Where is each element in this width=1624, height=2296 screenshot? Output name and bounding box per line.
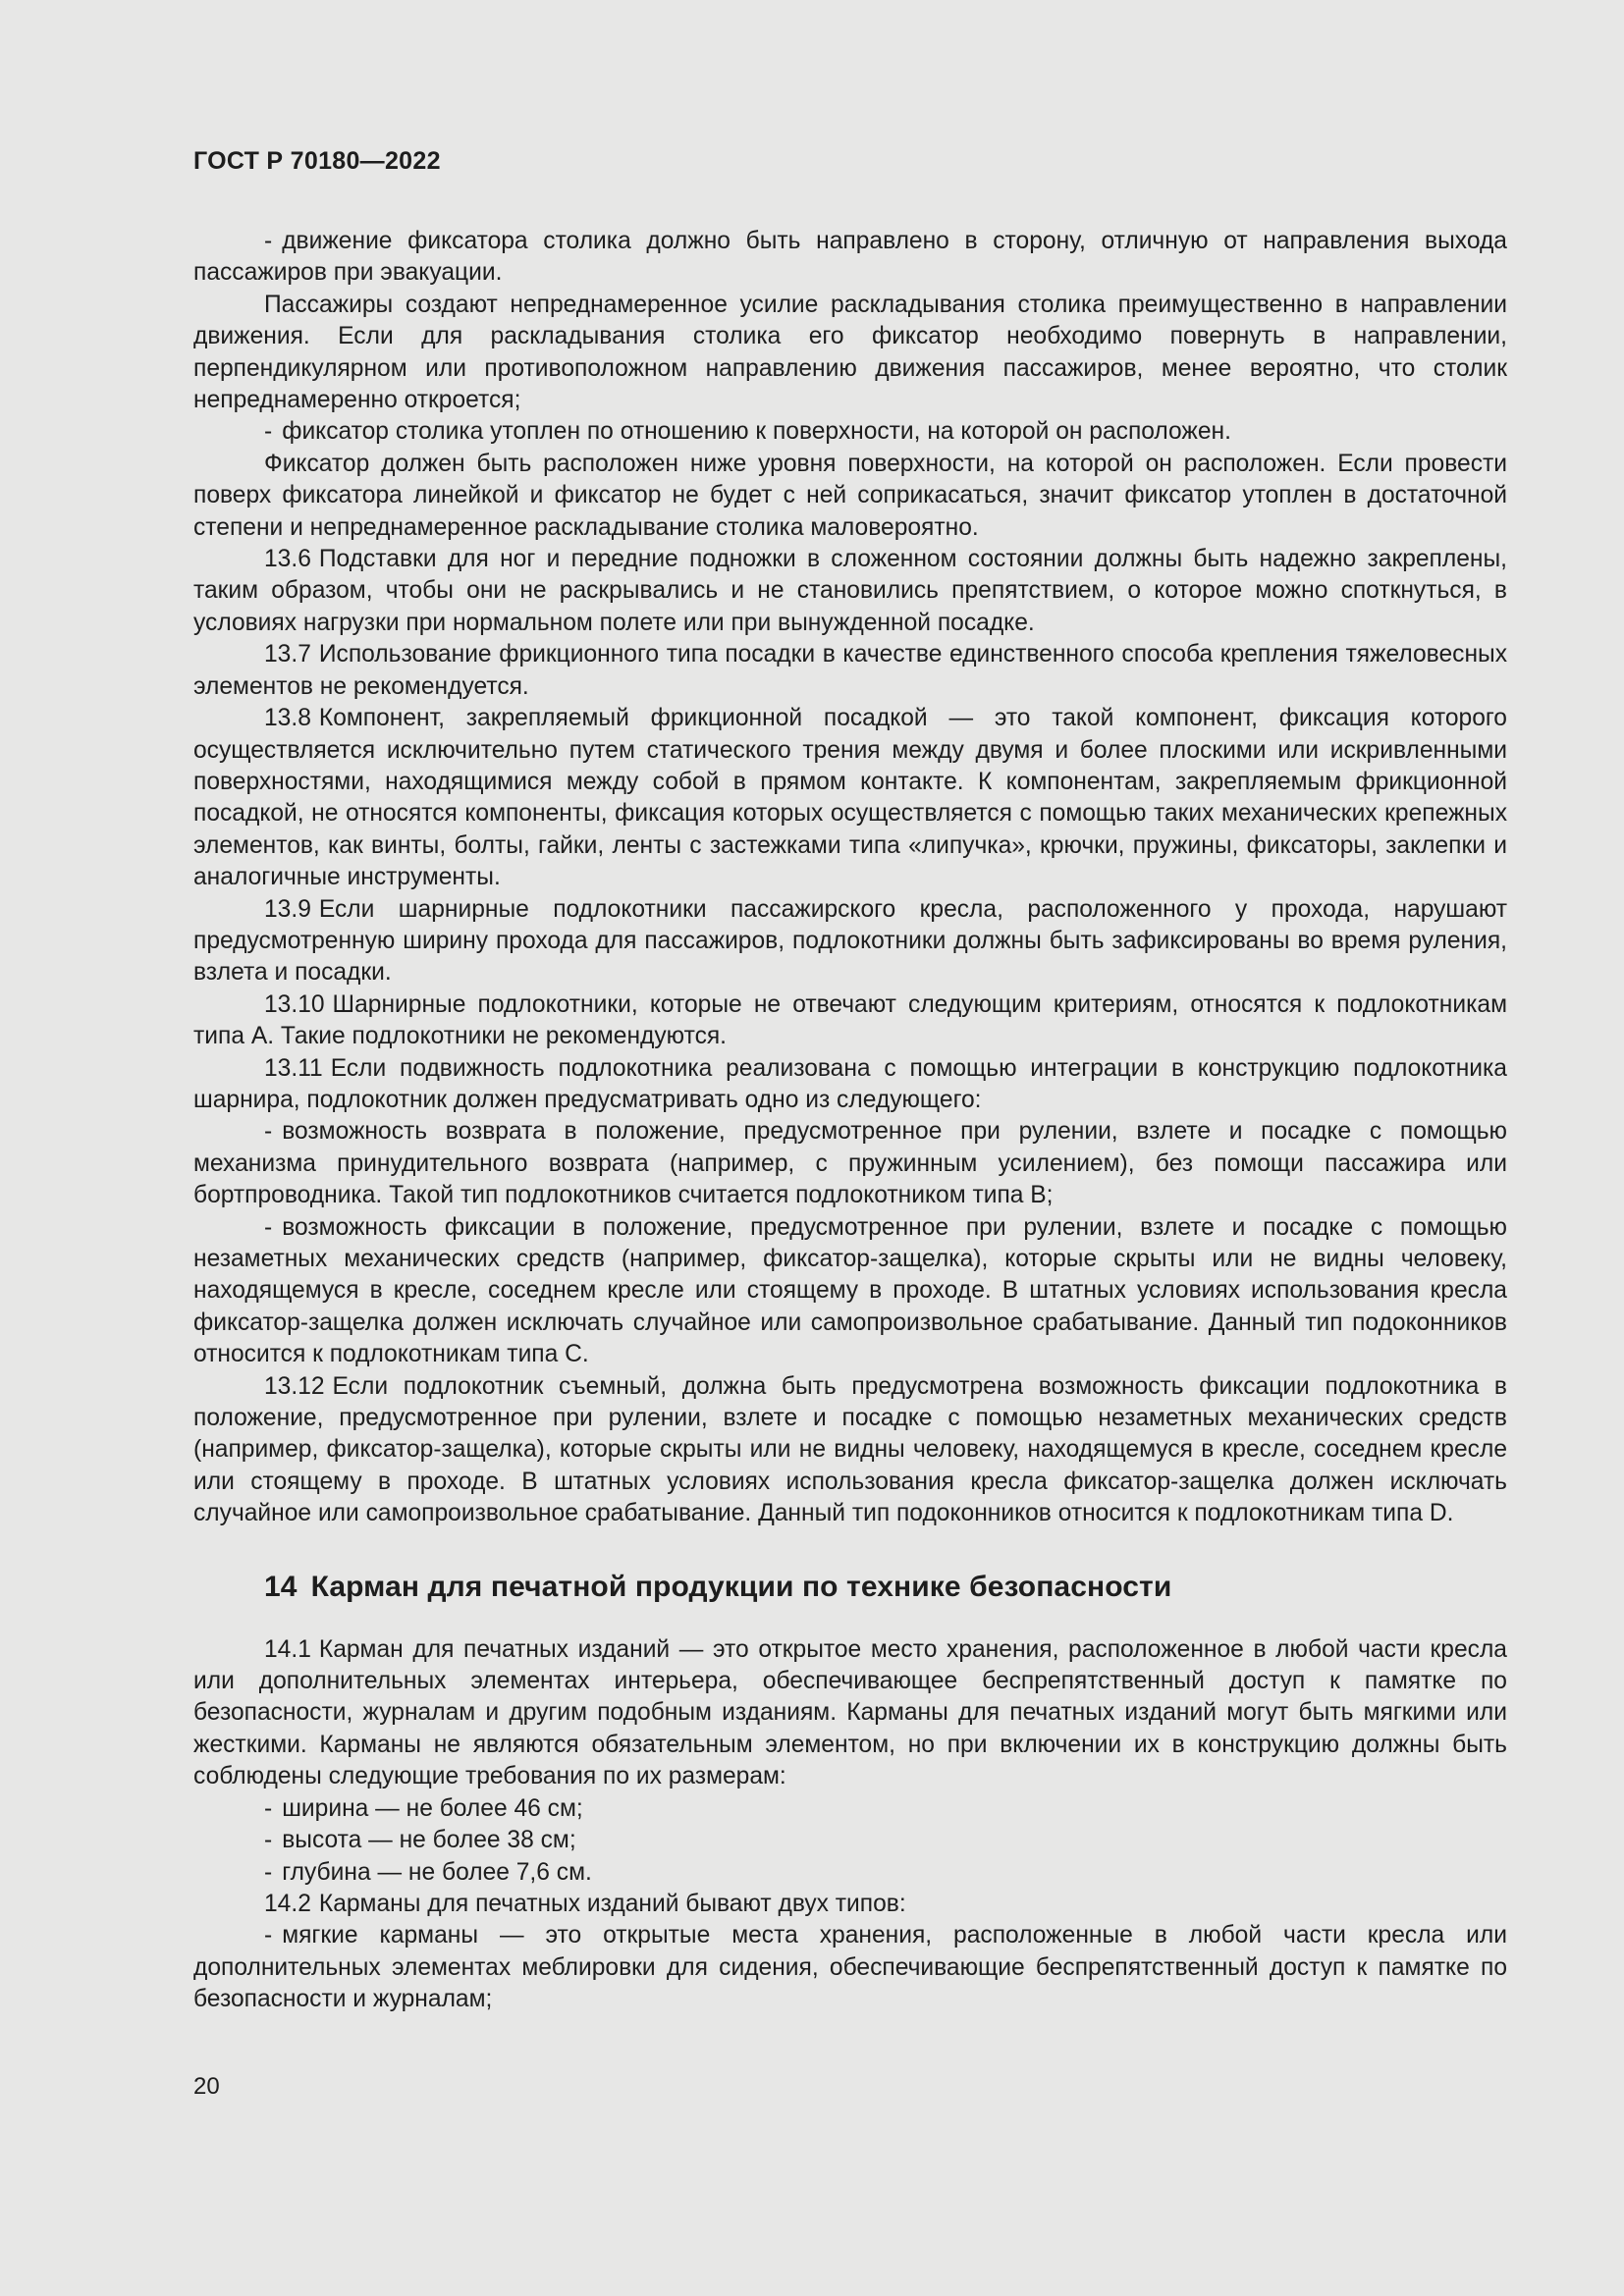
clause-number: 13.7: [264, 641, 311, 668]
paragraph-text: Использование фрикционного типа посадки в качестве единственного способа крепления тяжеловесных элементов не рекомендуется.: [193, 641, 1507, 700]
paragraph-text: высота — не более 38 см;: [282, 1827, 576, 1854]
list-item: [193, 1857, 1507, 1889]
clause-14-block: [193, 1634, 1507, 2016]
document-body: [193, 226, 1507, 2016]
paragraph-text: движение фиксатора столика должно быть направлено в сторону, отличную от направления выхода пассажиров при эвакуации.: [193, 228, 1507, 287]
list-dash: -: [264, 1794, 273, 1822]
paragraph-text: Если подвижность подлокотника реализована с помощью интеграции в конструкцию подлокотника шарнира, подлокотник должен предусматривать одно из следующего:: [193, 1054, 1507, 1113]
clause-number: 14.2: [264, 1890, 311, 1917]
paragraph-text: мягкие карманы — это открытые места хранения, расположенные в любой части кресла или дополнительных элементах меблировки для сидения, обеспечивающие беспрепятственный доступ к памятке по безопасности и журналам;: [193, 1922, 1507, 2013]
clause-number: 14.1: [264, 1635, 311, 1663]
paragraph: [193, 449, 1507, 544]
paragraph-text: Карман для печатных изданий — это открытое место хранения, расположенное в любой части кресла или дополнительных элементах интерьера, обеспечивающее беспрепятственный доступ к памятке по безопасности, журналам и другим подобным изданиям. Карманы для печатных изданий могут быть мягкими или жесткими. Карманы не являются обязательным элементом, но при включении их в конструкцию должны быть соблюдены следующие требования по их размерам:: [193, 1635, 1507, 1790]
numbered-paragraph: [193, 1371, 1507, 1530]
list-dash: -: [264, 1827, 273, 1854]
paragraph: [193, 290, 1507, 417]
paragraph-text: возможность фиксации в положение, предусмотренное при рулении, взлете и посадке с помощью незаметных механических средств (например, фиксатор-защелка), которые скрыты или не видны человеку, находящемуся в кресле, соседнем кресле или стоящему в проходе. В штатных условиях использования кресла фиксатор-защелка должен исключать случайное или самопроизвольное срабатывание. Данный тип подоконников относится к подлокотникам типа С.: [193, 1213, 1507, 1368]
list-dash: -: [264, 1922, 273, 1949]
list-dash: -: [264, 418, 273, 446]
numbered-paragraph: [193, 544, 1507, 639]
list-dash: -: [264, 228, 273, 254]
document-header: ГОСТ Р 70180—2022: [193, 147, 441, 175]
numbered-paragraph: [193, 639, 1507, 703]
paragraph-text: Если подлокотник съемный, должна быть предусмотрена возможность фиксации подлокотника в положение, предусмотренное при рулении, взлете и посадке с помощью незаметных механических средств (например, фиксатор-защелка), которые скрыты или не видны человеку, находящемуся в кресле, соседнем кресле или стоящему в проходе. В штатных условиях использования кресла фиксатор-защелка должен исключать случайное или самопроизвольное срабатывание. Данный тип подоконников относится к подлокотникам типа D.: [193, 1372, 1507, 1527]
paragraph-text: Подставки для ног и передние подножки в сложенном состоянии должны быть надежно закреплены, таким образом, чтобы они не раскрывались и не становились препятствием, о которое можно споткнуться, в условиях нагрузки при нормальном полете или при вынужденной посадке.: [193, 546, 1507, 636]
list-item: [193, 1920, 1507, 2015]
clause-13-block: [193, 226, 1507, 1530]
paragraph-text: Фиксатор должен быть расположен ниже уровня поверхности, на которой он расположен. Если провести поверх фиксатора линейкой и фиксатор не будет с ней соприкасаться, значит фиксатор утоплен в достаточной степени и непреднамеренное раскладывание столика маловероятно.: [193, 450, 1507, 541]
section-title: Карман для печатной продукции по технике безопасности: [310, 1570, 1172, 1603]
paragraph-text: Если шарнирные подлокотники пассажирского кресла, расположенного у прохода, нарушают предусмотренную ширину прохода для пассажиров, подлокотники должны быть зафиксированы во время руления, взлета и посадки.: [193, 895, 1507, 987]
numbered-paragraph: [193, 1053, 1507, 1117]
paragraph-text: Компонент, закрепляемый фрикционной посадкой — это такой компонент, фиксация которого осуществляется исключительно путем статического трения между двумя и более плоскими или искривленными поверхностями, находящимися между собой в прямом контакте. К компонентам, закрепляемым фрикционной посадкой, не относятся компоненты, фиксация которых осуществляется с помощью таких механических крепежных элементов, как винты, болты, гайки, ленты с застежками типа «липучка», крючки, пружины, фиксаторы, заклепки и аналогичные инструменты.: [193, 705, 1507, 891]
paragraph-text: Карманы для печатных изданий бывают двух типов:: [318, 1890, 906, 1917]
list-dash: -: [264, 1858, 273, 1886]
list-item: [193, 416, 1507, 448]
list-dash: -: [264, 1213, 273, 1241]
numbered-paragraph: [193, 989, 1507, 1053]
list-item: [193, 226, 1507, 290]
paragraph-text: ширина — не более 46 см;: [282, 1794, 583, 1822]
clause-number: 13.6: [264, 546, 311, 573]
paragraph-text: глубина — не более 7,6 см.: [282, 1858, 592, 1886]
clause-number: 13.11: [264, 1054, 323, 1082]
numbered-paragraph: [193, 703, 1507, 893]
list-item: [193, 1825, 1507, 1856]
page-number: 20: [193, 2073, 220, 2100]
numbered-paragraph: [193, 1634, 1507, 1793]
clause-number: 13.8: [264, 705, 311, 732]
paragraph-text: фиксатор столика утоплен по отношению к поверхности, на которой он расположен.: [282, 418, 1231, 446]
section-heading: [264, 1568, 1507, 1607]
section-number: 14: [264, 1570, 298, 1603]
clause-number: 13.10: [264, 990, 325, 1018]
numbered-paragraph: [193, 1889, 1507, 1920]
list-item: [193, 1116, 1507, 1211]
numbered-paragraph: [193, 894, 1507, 989]
list-dash: -: [264, 1118, 273, 1146]
list-item: [193, 1212, 1507, 1371]
clause-number: 13.9: [264, 895, 311, 923]
paragraph-text: Шарнирные подлокотники, которые не отвечают следующим критериям, относятся к подлокотникам типа А. Такие подлокотники не рекомендуются.: [193, 990, 1507, 1050]
paragraph-text: возможность возврата в положение, предусмотренное при рулении, взлете и посадке с помощью механизма принудительного возврата (например, с пружинным усилением), без помощи пассажира или бортпроводника. Такой тип подлокотников считается подлокотником типа В;: [193, 1118, 1507, 1209]
clause-number: 13.12: [264, 1372, 325, 1400]
paragraph-text: Пассажиры создают непреднамеренное усилие раскладывания столика преимущественно в направлении движения. Если для раскладывания столика его фиксатор необходимо повернуть в направлении, перпендикулярном или противоположном направлению движения пассажиров, менее вероятно, что столик непреднамеренно откроется;: [193, 291, 1507, 414]
list-item: [193, 1793, 1507, 1825]
